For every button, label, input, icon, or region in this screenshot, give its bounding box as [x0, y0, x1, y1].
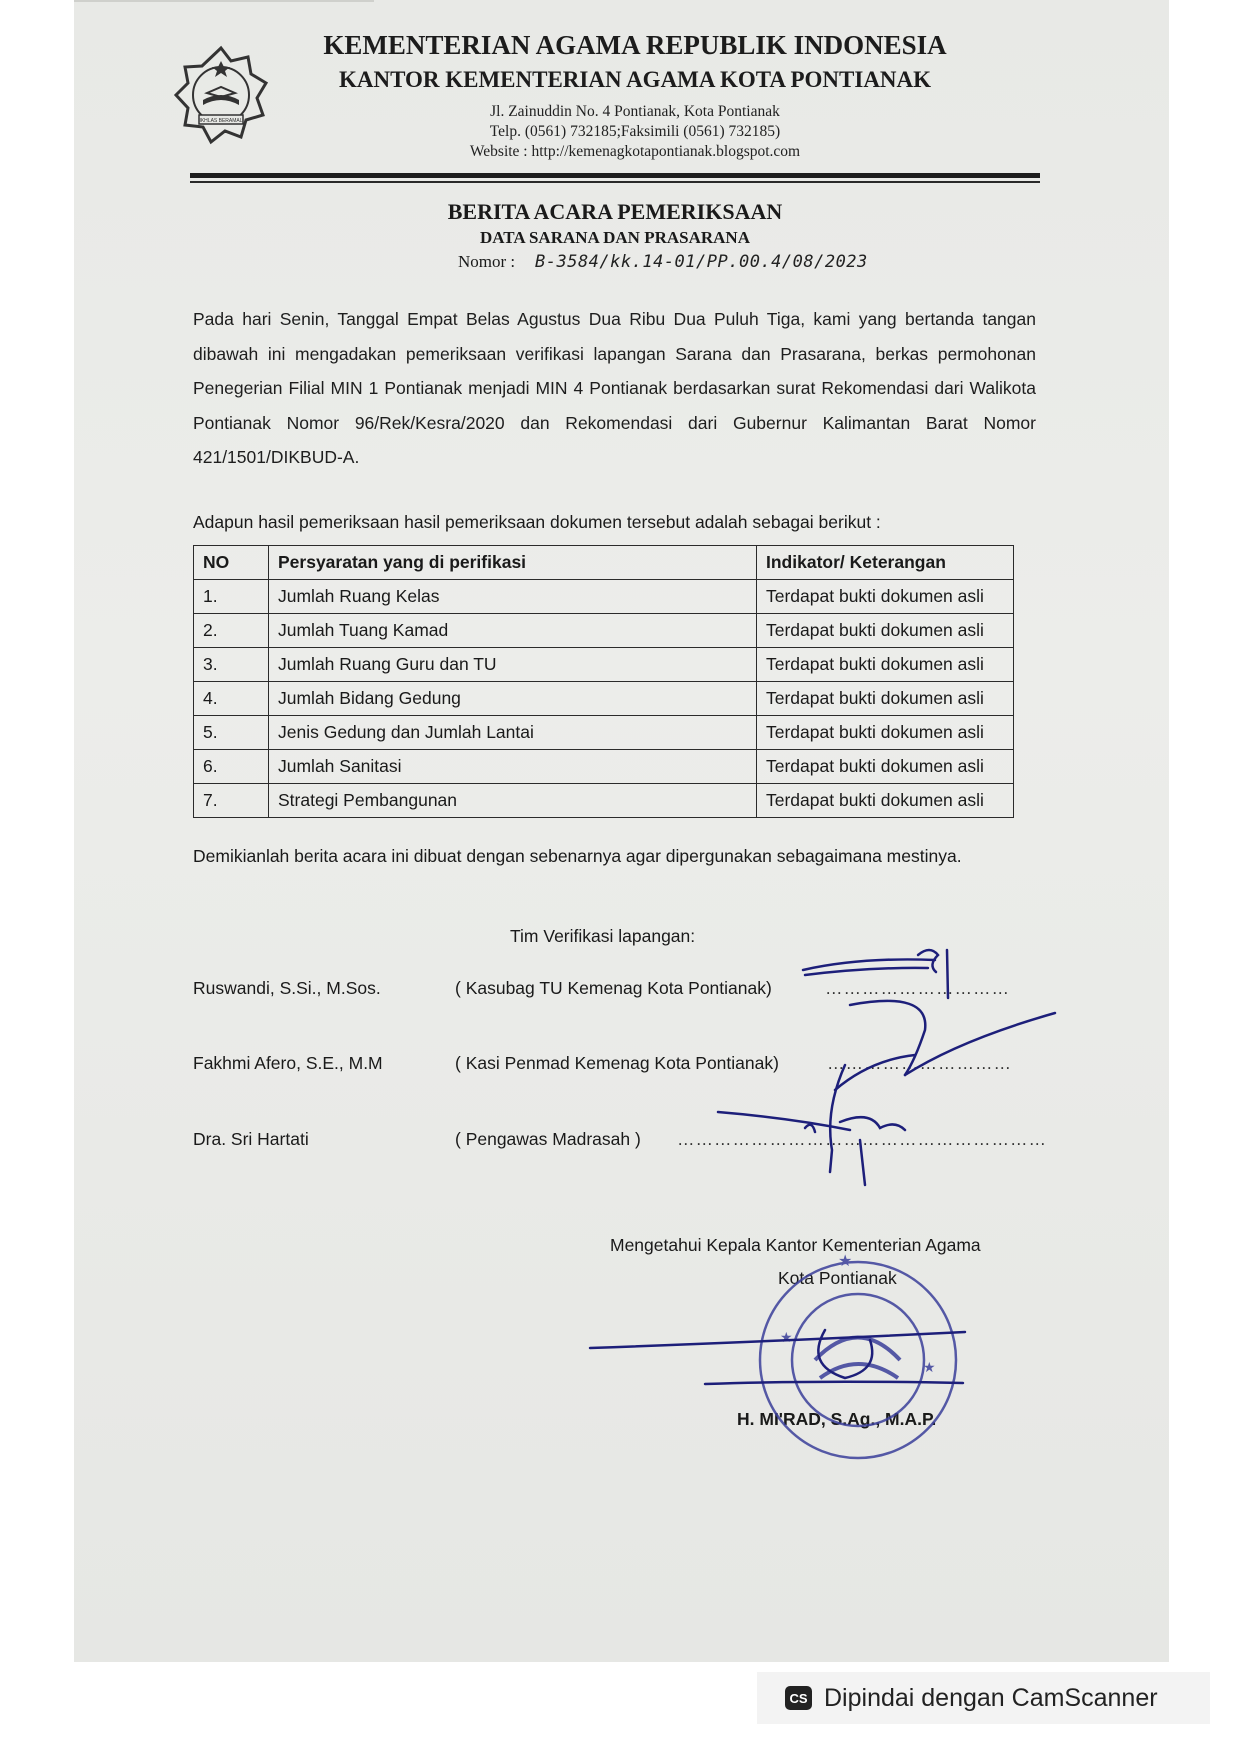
- ministry-name: KEMENTERIAN AGAMA REPUBLIK INDONESIA: [323, 30, 947, 60]
- table-intro: Adapun hasil pemeriksaan hasil pemeriksaan dokumen tersebut adalah sebagai berikut :: [193, 512, 881, 532]
- column-header-requirement: Persyaratan yang di perifikasi: [269, 546, 757, 580]
- table-row: [194, 580, 1014, 614]
- approval-line: Mengetahui Kepala Kantor Kementerian Agama: [610, 1235, 981, 1255]
- head-of-office-name: H. MI'RAD, S.Ag., M.A.P.: [737, 1409, 937, 1429]
- office-website: Website : http://kemenagkotapontianak.blogspot.com: [469, 143, 801, 160]
- row-requirement: Jumlah Bidang Gedung: [269, 682, 757, 716]
- column-header-no: NO: [194, 546, 269, 580]
- closing-paragraph: Demikianlah berita acara ini dibuat dengan sebenarnya agar dipergunakan sebagaimana mestinya.: [193, 846, 962, 866]
- table-row: [194, 682, 1014, 716]
- camscanner-label: Dipindai dengan CamScanner: [824, 1683, 1158, 1712]
- office-address: Jl. Zainuddin No. 4 Pontianak, Kota Pontianak: [490, 103, 780, 120]
- document-paper: [74, 0, 1169, 1662]
- row-requirement: Strategi Pembangunan: [269, 784, 757, 818]
- row-indicator: Terdapat bukti dokumen asli: [757, 648, 1014, 682]
- row-indicator: Terdapat bukti dokumen asli: [757, 614, 1014, 648]
- row-indicator: Terdapat bukti dokumen asli: [757, 716, 1014, 750]
- table-row: [194, 716, 1014, 750]
- camscanner-logo-icon: CS: [785, 1686, 812, 1710]
- row-number: 1.: [194, 580, 269, 614]
- row-number: 4.: [194, 682, 269, 716]
- logo-text: IKHLAS BERAMAL: [199, 118, 243, 124]
- member-name: Dra. Sri Hartati: [193, 1129, 309, 1149]
- row-number: 2.: [194, 614, 269, 648]
- verification-team-label: Tim Verifikasi lapangan:: [510, 926, 696, 946]
- member-role: ( Kasi Penmad Kemenag Kota Pontianak): [455, 1053, 779, 1073]
- row-number: 3.: [194, 648, 269, 682]
- row-number: 6.: [194, 750, 269, 784]
- table-header-row: [194, 546, 1014, 580]
- header-rule-thick: [190, 173, 1040, 178]
- document-title: BERITA ACARA PEMERIKSAAN: [447, 199, 783, 224]
- svg-text:★: ★: [838, 1253, 853, 1270]
- nomor-value: B-3584/kk.14-01/PP.00.4/08/2023: [535, 252, 868, 272]
- column-header-indicator: Indikator/ Keterangan: [757, 546, 1014, 580]
- signature-dots: …………………………: [825, 978, 1010, 998]
- table-row: [194, 614, 1014, 648]
- table-row: [194, 648, 1014, 682]
- office-name: KANTOR KEMENTERIAN AGAMA KOTA PONTIANAK: [338, 67, 932, 92]
- requirements-table: [193, 545, 1014, 818]
- signature-dots: …………………………: [827, 1053, 1012, 1073]
- row-requirement: Jumlah Ruang Guru dan TU: [269, 648, 757, 682]
- header-rule-thin: [190, 181, 1040, 183]
- opening-paragraph: Pada hari Senin, Tanggal Empat Belas Agustus Dua Ribu Dua Puluh Tiga, kami yang bertanda tangan dibawah ini mengadakan pemeriksaan verifikasi lapangan Sarana dan Prasarana, berkas permohonan Penegerian Filial MIN 1 Pontianak menjadi MIN 4 Pontianak berdasarkan surat Rekomendasi dari Walikota Pontianak Nomor 96/Rek/Kesra/2020 dan Rekomendasi dari Gubernur Kalimantan Barat Nomor 421/1501/DIKBUD-A.: [193, 309, 1036, 467]
- row-indicator: Terdapat bukti dokumen asli: [757, 682, 1014, 716]
- member-role: ( Kasubag TU Kemenag Kota Pontianak): [455, 978, 772, 998]
- nomor-label: Nomor :: [458, 252, 516, 271]
- table-row: [194, 784, 1014, 818]
- row-requirement: Jumlah Ruang Kelas: [269, 580, 757, 614]
- member-role: ( Pengawas Madrasah ): [455, 1129, 641, 1149]
- svg-text:★: ★: [923, 1359, 936, 1375]
- table-row: [194, 750, 1014, 784]
- office-phone: Telp. (0561) 732185;Faksimili (0561) 732185): [489, 123, 781, 140]
- svg-text:★: ★: [780, 1329, 793, 1345]
- approval-city: Kota Pontianak: [778, 1268, 897, 1288]
- kemenag-emblem-icon: [173, 45, 269, 145]
- camscanner-watermark: [757, 1672, 1210, 1724]
- row-indicator: Terdapat bukti dokumen asli: [757, 580, 1014, 614]
- row-indicator: Terdapat bukti dokumen asli: [757, 784, 1014, 818]
- member-name: Fakhmi Afero, S.E., M.M: [193, 1053, 383, 1073]
- row-requirement: Jumlah Sanitasi: [269, 750, 757, 784]
- row-requirement: Jumlah Tuang Kamad: [269, 614, 757, 648]
- signature-dots: ……………………………………………………: [677, 1129, 1047, 1149]
- row-indicator: Terdapat bukti dokumen asli: [757, 750, 1014, 784]
- row-requirement: Jenis Gedung dan Jumlah Lantai: [269, 716, 757, 750]
- document-subtitle: DATA SARANA DAN PRASARANA: [480, 228, 750, 247]
- row-number: 7.: [194, 784, 269, 818]
- row-number: 5.: [194, 716, 269, 750]
- member-name: Ruswandi, S.Si., M.Sos.: [193, 978, 381, 998]
- paper-fold-line: [74, 0, 374, 10]
